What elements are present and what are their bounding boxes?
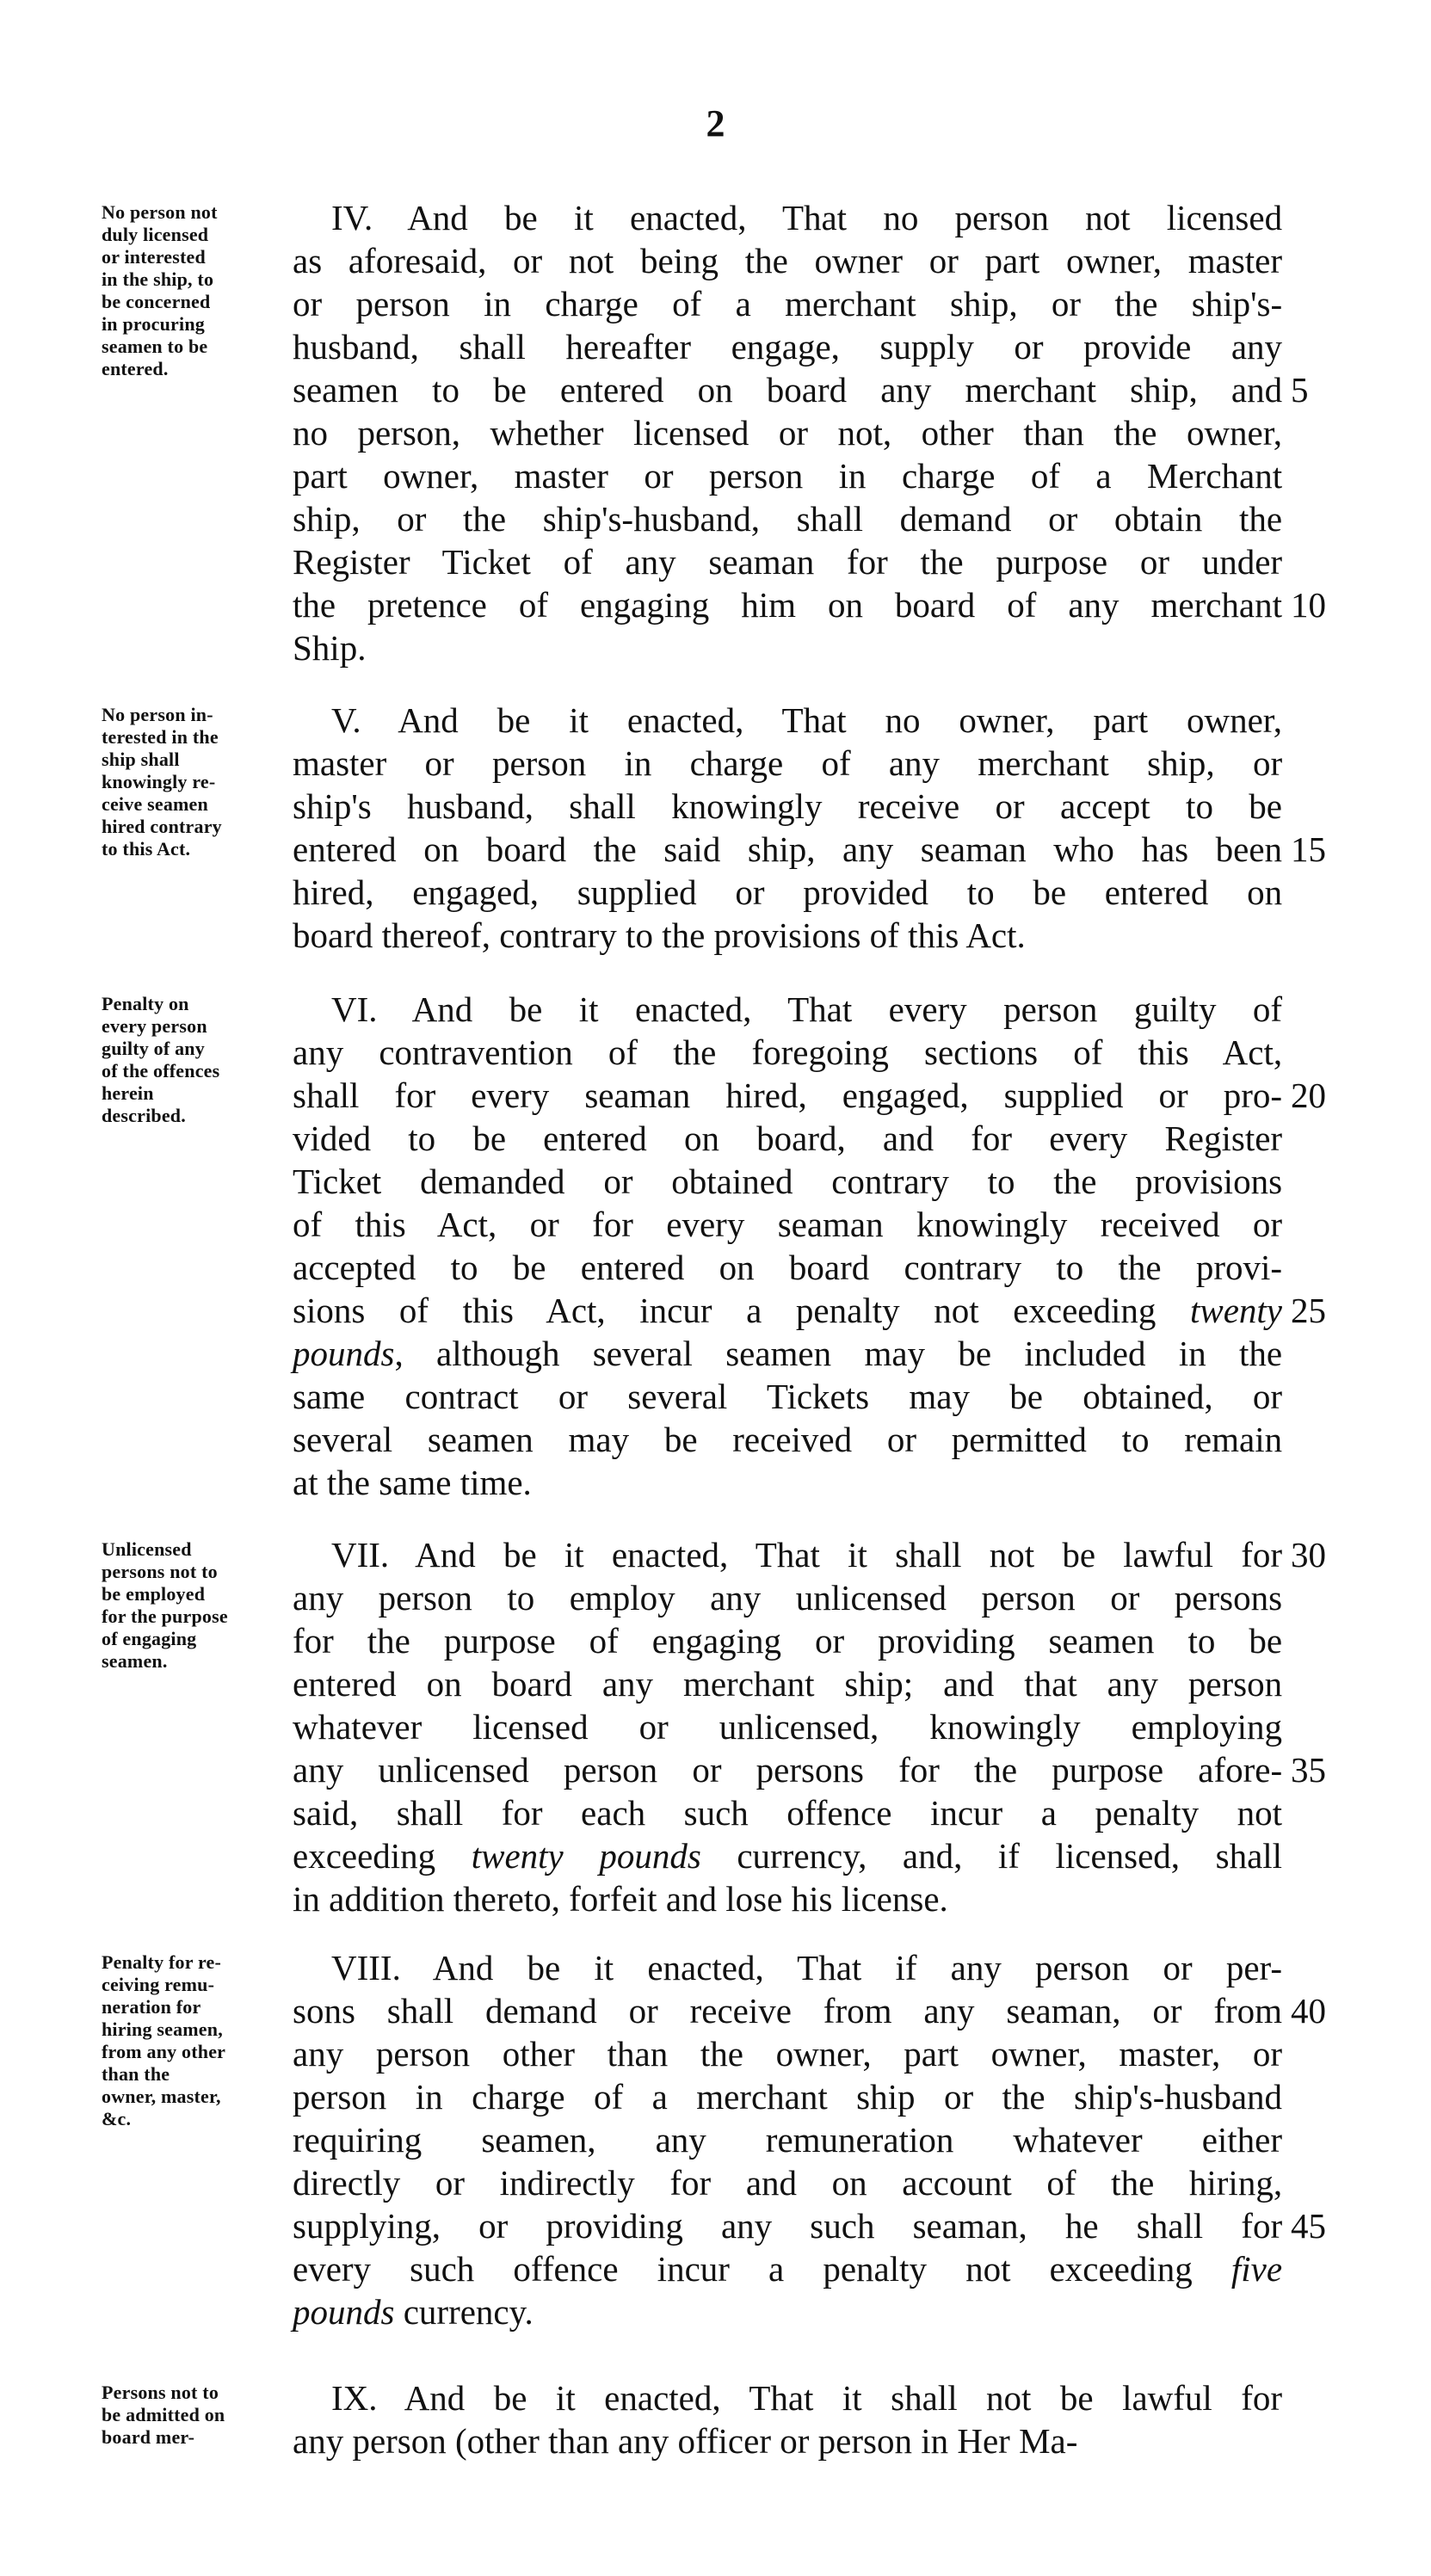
margin-note	[102, 993, 293, 1127]
text-line: any contravention of the foregoing sections of this Act,	[293, 1032, 1283, 1072]
text-line: person in charge of a merchant ship or the ship's-husband	[293, 2077, 1283, 2117]
margin-note-line: to this Act.	[102, 838, 191, 860]
section-text	[293, 699, 1282, 957]
text-line: the pretence of engaging him on board of any merchant	[293, 585, 1283, 625]
margin-note-line: guilty of any	[102, 1038, 205, 1059]
margin-note-line: neration for	[102, 1996, 201, 2018]
text-line: sons shall demand or receive from any seaman, or from	[293, 1991, 1283, 2031]
margin-note-line: Penalty on	[102, 993, 189, 1014]
text-line: requiring seamen, any remuneration whatever either	[293, 2120, 1283, 2160]
text-line: exceeding twenty pounds currency, and, if licensed, shall	[293, 1836, 1283, 1876]
text-line: shall for every seaman hired, engaged, supplied or pro-	[293, 1075, 1283, 1115]
text-line: any person other than the owner, part owner, master, or	[293, 2034, 1283, 2074]
margin-note-line: No person not	[102, 201, 218, 223]
text-line: board thereof, contrary to the provisions of this Act.	[293, 915, 1026, 955]
section-text	[293, 1946, 1282, 2333]
text-line: vided to be entered on board, and for every Register	[293, 1119, 1283, 1158]
margin-note-line: seamen.	[102, 1650, 168, 1672]
text-line: ship, or the ship's-husband, shall demand or obtain the	[293, 499, 1283, 539]
text-line: several seamen may be received or permitted to remain	[293, 1420, 1283, 1459]
margin-note-line: described.	[102, 1105, 186, 1126]
margin-note-line: in procuring	[102, 313, 205, 335]
margin-note-line: herein	[102, 1082, 154, 1104]
margin-note-line: knowingly re-	[102, 771, 216, 792]
text-line: part owner, master or person in charge of a Merchant	[293, 456, 1283, 496]
text-line: Register Ticket of any seaman for the purpose or under	[293, 542, 1283, 582]
text-line: accepted to be entered on board contrary to the provi-	[293, 1248, 1283, 1287]
margin-note	[102, 2382, 293, 2449]
line-number: 30	[1291, 1535, 1326, 1575]
margin-note-line: every person	[102, 1015, 207, 1037]
text-line: in addition thereto, forfeit and lose his license.	[293, 1879, 948, 1919]
text-line: no person, whether licensed or not, other than the owner,	[293, 413, 1283, 453]
section-text	[293, 2376, 1282, 2462]
line-number: 45	[1291, 2206, 1326, 2246]
margin-note-line: Penalty for re-	[102, 1951, 222, 1973]
text-line: every such offence incur a penalty not exceeding five	[293, 2249, 1283, 2289]
margin-note-line: terested in the	[102, 726, 219, 748]
text-line: IX. And be it enacted, That it shall not be lawful for	[331, 2378, 1283, 2418]
margin-note-line: of engaging	[102, 1628, 197, 1649]
text-line: VI. And be it enacted, That every person guilty of	[331, 989, 1283, 1029]
section-text	[293, 1533, 1282, 1920]
text-line: directly or indirectly for and on account of the hiring,	[293, 2163, 1283, 2203]
margin-note-line: be admitted on	[102, 2404, 225, 2425]
text-line: any person to employ any unlicensed person or persons	[293, 1578, 1283, 1618]
text-line: as aforesaid, or not being the owner or part owner, master	[293, 241, 1283, 280]
margin-note-line: Unlicensed	[102, 1538, 192, 1560]
line-number: 5	[1291, 370, 1309, 410]
margin-note-line: for the purpose	[102, 1605, 228, 1627]
margin-note-line: than the	[102, 2063, 170, 2085]
text-line: master or person in charge of any merchant ship, or	[293, 743, 1283, 783]
line-number: 25	[1291, 1291, 1326, 1330]
text-line: for the purpose of engaging or providing seamen to be	[293, 1621, 1283, 1661]
margin-note-line: ship shall	[102, 749, 180, 770]
text-line: pounds currency.	[293, 2292, 534, 2332]
margin-note-line: board mer-	[102, 2426, 195, 2448]
margin-note-line: be employed	[102, 1583, 206, 1605]
text-line: whatever licensed or unlicensed, knowingly employing	[293, 1707, 1283, 1747]
margin-note	[102, 1951, 293, 2130]
margin-note	[102, 1538, 293, 1673]
margin-note-line: ceiving remu-	[102, 1974, 215, 1995]
text-line: of this Act, or for every seaman knowingly received or	[293, 1205, 1283, 1244]
text-line: any unlicensed person or persons for the purpose afore-	[293, 1750, 1283, 1790]
text-line: at the same time.	[293, 1463, 532, 1502]
line-number: 35	[1291, 1750, 1326, 1790]
margin-note-line: duly licensed	[102, 224, 209, 245]
text-line: ship's husband, shall knowingly receive or accept to be	[293, 786, 1282, 826]
text-line: entered on board the said ship, any seaman who has been	[293, 829, 1283, 869]
text-line: or person in charge of a merchant ship, or the ship's-	[293, 284, 1283, 324]
margin-note-line: hiring seamen,	[102, 2018, 223, 2040]
text-line: same contract or several Tickets may be obtained, or	[293, 1377, 1283, 1416]
text-line: VIII. And be it enacted, That if any person or per-	[331, 1948, 1282, 1987]
text-line: hired, engaged, supplied or provided to be entered on	[293, 872, 1283, 912]
margin-note-line: in the ship, to	[102, 268, 214, 290]
line-number: 10	[1291, 585, 1326, 625]
margin-note-line: or interested	[102, 246, 206, 268]
margin-note-line: hired contrary	[102, 816, 222, 837]
margin-note-line: of the offences	[102, 1060, 220, 1082]
text-line: supplying, or providing any such seaman, he shall for	[293, 2206, 1283, 2246]
text-line: seamen to be entered on board any merchant ship, and	[293, 370, 1283, 410]
margin-note-line: be concerned	[102, 291, 211, 312]
text-line: entered on board any merchant ship; and that any person	[293, 1664, 1283, 1704]
line-number: 40	[1291, 1991, 1326, 2031]
text-line: IV. And be it enacted, That no person not licensed	[331, 198, 1283, 237]
margin-note-line: owner, master,	[102, 2086, 221, 2107]
margin-note-line: seamen to be	[102, 336, 208, 357]
margin-note	[102, 704, 293, 860]
text-line: said, shall for each such offence incur a penalty not	[293, 1793, 1283, 1833]
margin-note-line: &c.	[102, 2108, 132, 2129]
line-number: 20	[1291, 1075, 1326, 1115]
margin-note	[102, 201, 293, 380]
margin-note-line: from any other	[102, 2041, 226, 2062]
margin-note-line: No person in-	[102, 704, 213, 725]
margin-note-line: Persons not to	[102, 2382, 219, 2403]
page-number: 2	[706, 102, 725, 145]
section-text	[293, 988, 1282, 1504]
margin-note-line: ceive seamen	[102, 793, 208, 815]
line-number: 15	[1291, 829, 1326, 869]
text-line: Ticket demanded or obtained contrary to the provisions	[293, 1162, 1283, 1201]
text-line: Ship.	[293, 628, 367, 668]
text-line: sions of this Act, incur a penalty not exceeding twenty	[293, 1291, 1283, 1330]
text-line: husband, shall hereafter engage, supply or provide any	[293, 327, 1283, 367]
text-line: V. And be it enacted, That no owner, part owner,	[331, 700, 1283, 740]
text-line: pounds, although several seamen may be included in the	[293, 1334, 1283, 1373]
margin-note-line: entered.	[102, 358, 169, 379]
section-text	[293, 196, 1282, 669]
text-line: any person (other than any officer or person in Her Ma-	[293, 2421, 1078, 2461]
margin-note-line: persons not to	[102, 1561, 218, 1582]
text-line: VII. And be it enacted, That it shall not be lawful for	[331, 1535, 1283, 1575]
